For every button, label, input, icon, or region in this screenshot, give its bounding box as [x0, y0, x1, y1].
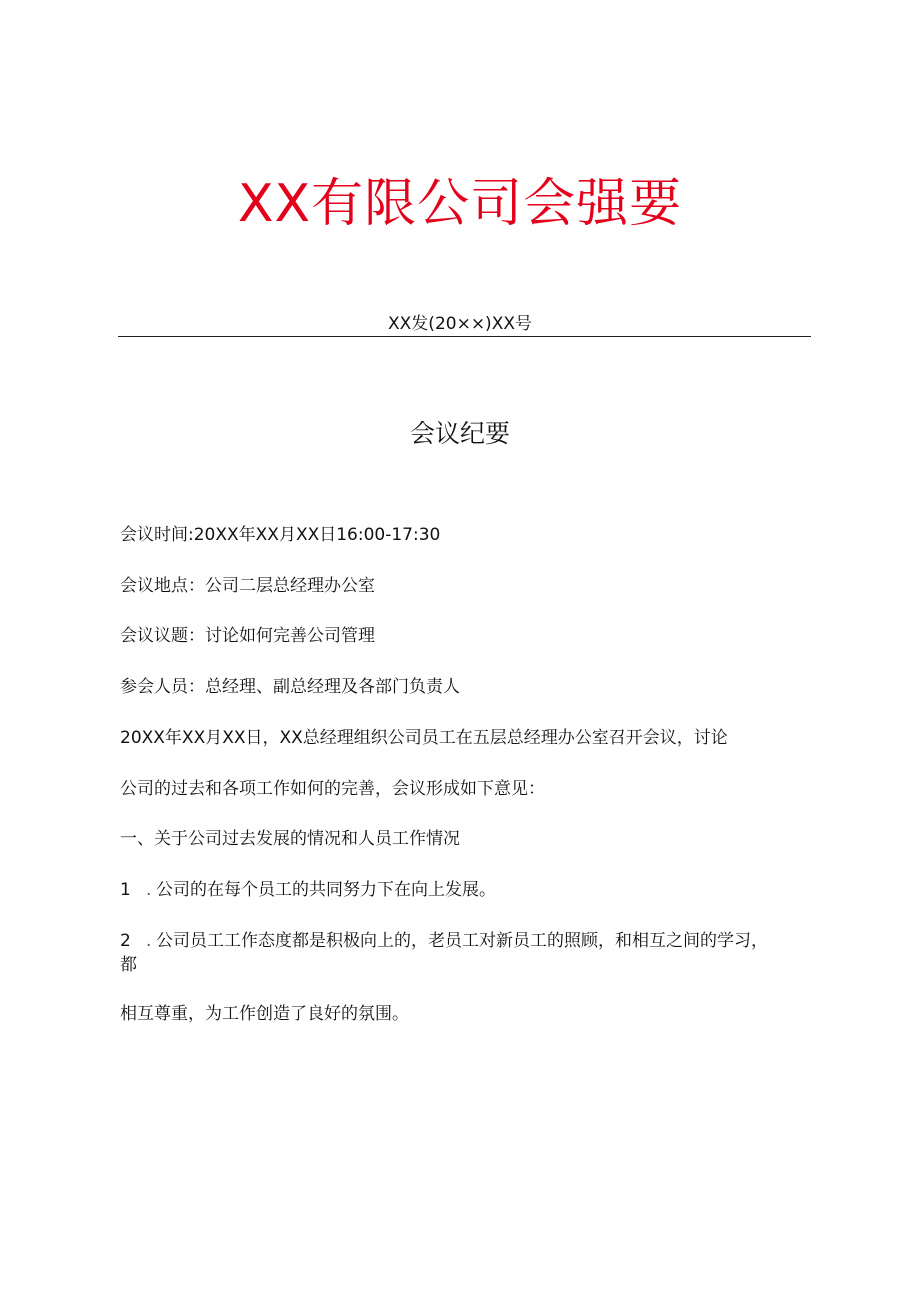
- meeting-time: 会议时间:20XX年XX月XX日16:00-17:30: [120, 525, 441, 545]
- list-item-dot: .: [146, 880, 152, 900]
- list-item-wrap: 都: [120, 955, 137, 975]
- meeting-attendees: 参会人员：总经理、副总经理及各部门负责人: [120, 677, 460, 697]
- document-heading: 会议纪要: [409, 419, 510, 448]
- section-1-title: 一、关于公司过去发展的情况和人员工作情况: [120, 829, 460, 849]
- intro-paragraph-line-1: 20XX年XX月XX日，XX总经理组织公司员工在五层总经理办公室召开会议，讨论: [120, 728, 728, 748]
- list-item-text: 公司员工工作态度都是积极向上的，老员工对新员工的照顾，和相互之间的学习，: [156, 931, 768, 951]
- meeting-topic: 会议议题：讨论如何完善公司管理: [120, 626, 375, 646]
- list-item-number: 1: [120, 880, 131, 900]
- list-item-number: 2: [120, 931, 131, 951]
- document-number: XX发(20××)XX号: [388, 314, 532, 334]
- list-item: [120, 930, 768, 952]
- list-item-dot: .: [146, 931, 152, 951]
- meeting-place: 会议地点：公司二层总经理办公室: [120, 576, 375, 596]
- list-item-text: 公司的在每个员工的共同努力下在向上发展。: [156, 880, 496, 900]
- document-header-title: XX有限公司会强要: [237, 174, 683, 234]
- list-item-continuation: 相互尊重，为工作创造了良好的氛围。: [120, 1004, 409, 1024]
- intro-paragraph-line-2: 公司的过去和各项工作如何的完善，会议形成如下意见：: [120, 779, 545, 799]
- list-item: [120, 879, 496, 901]
- header-divider: [118, 336, 811, 337]
